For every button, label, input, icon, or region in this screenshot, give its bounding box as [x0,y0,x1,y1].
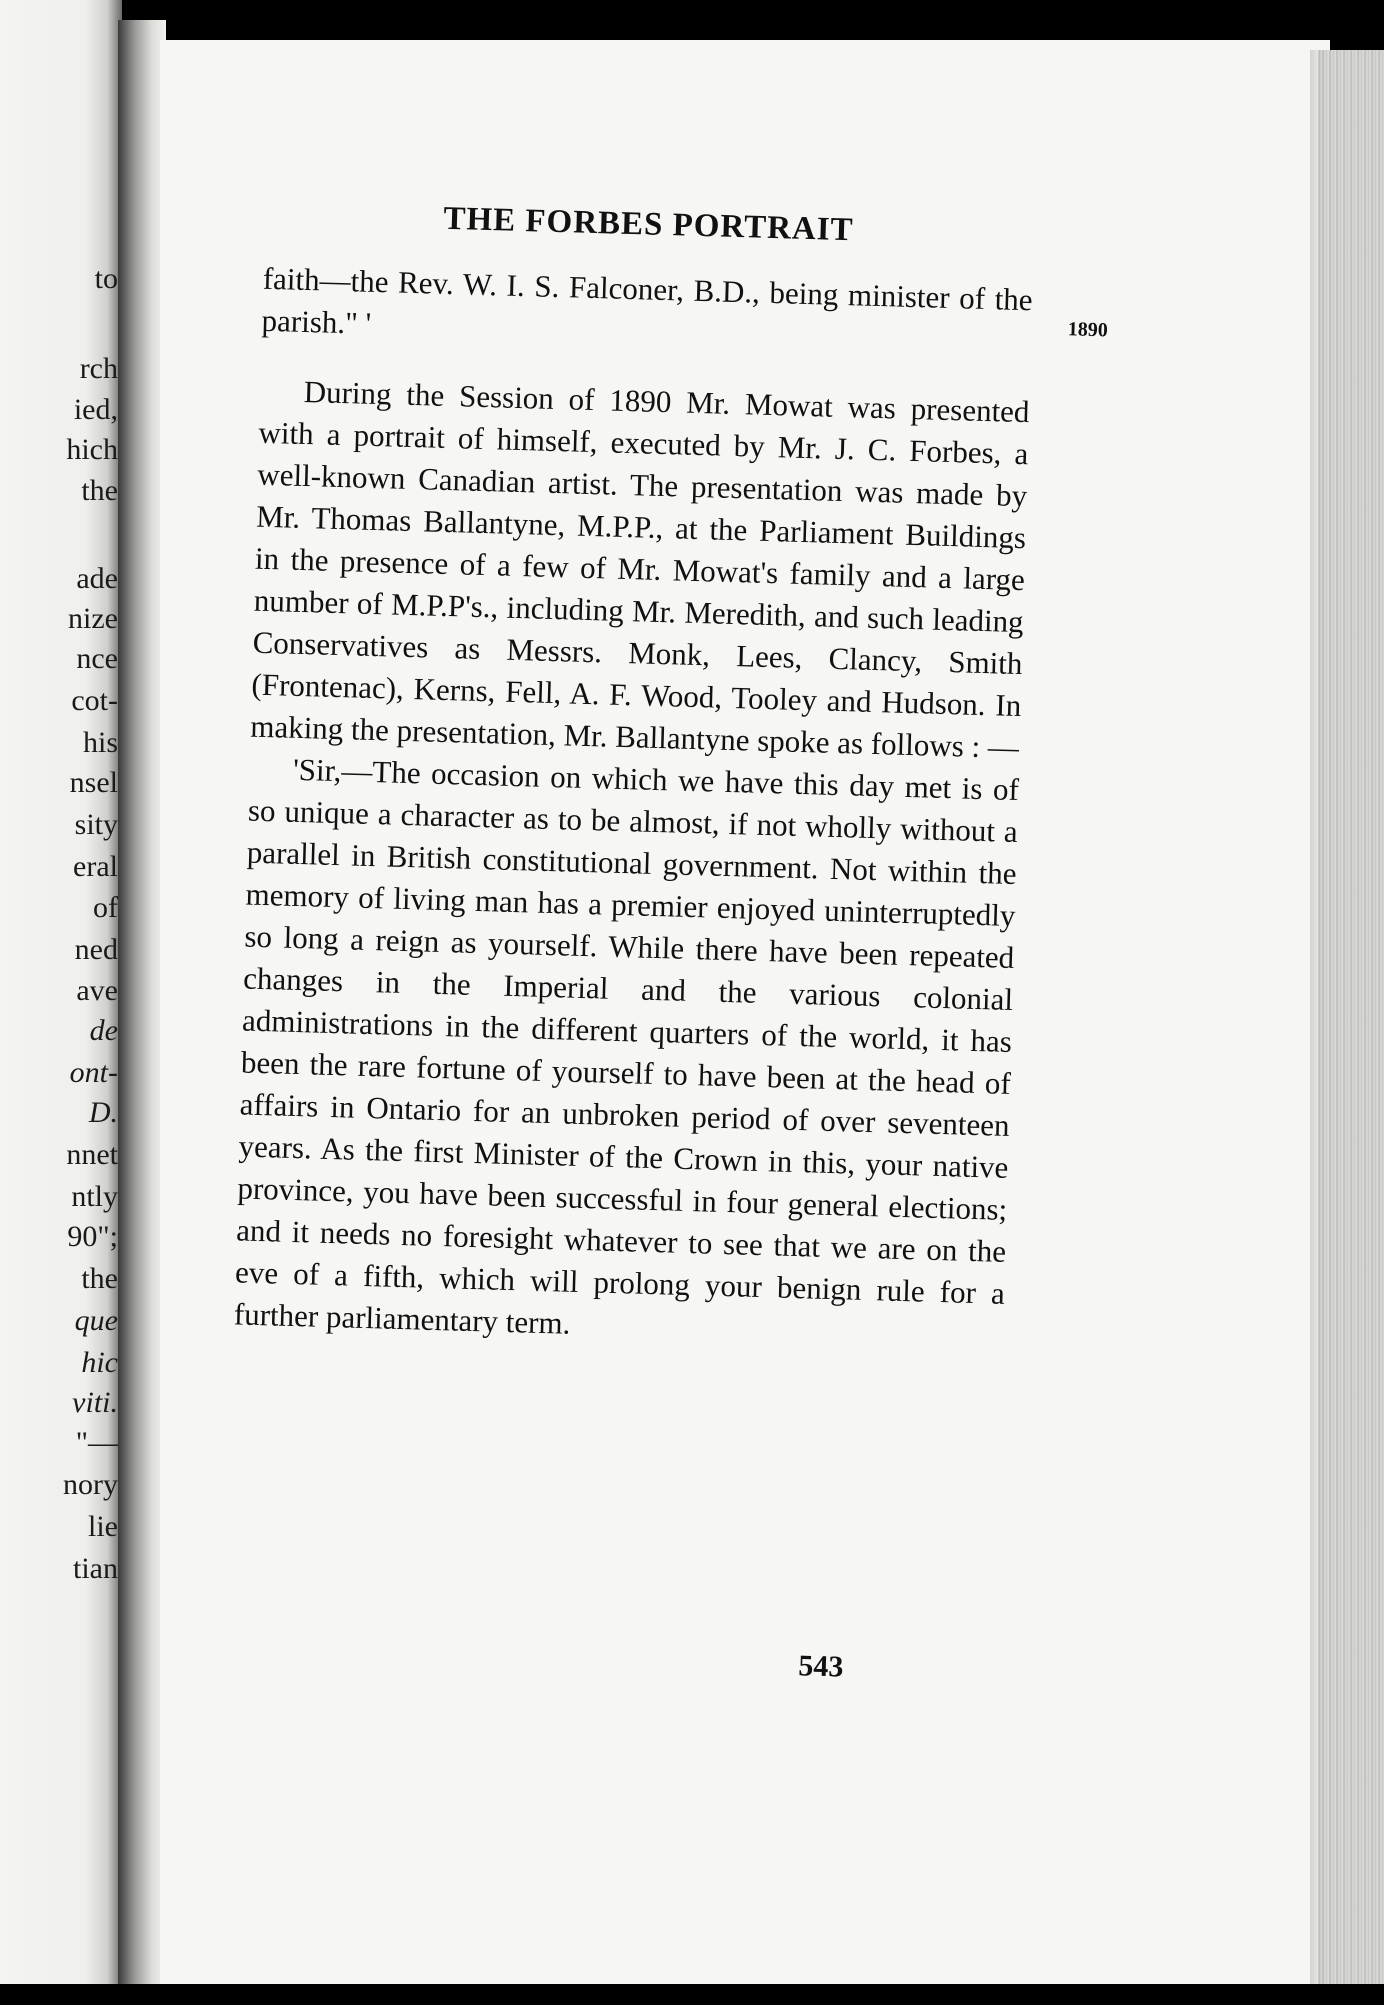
page-number: 543 [797,1649,844,1684]
paragraph-continuation: faith—the Rev. W. I. S. Falconer, B.D., being minister of the parish." ' [261,260,1034,341]
left-page-fragment: his [82,726,118,759]
left-page-fragment: the [81,1262,118,1295]
left-page-fragment: "— [75,1426,118,1459]
left-page-fragment: eral [73,850,118,883]
left-page-fragment: D. [88,1096,118,1129]
left-page-fragment: ied, [73,393,118,426]
body-text [233,258,1033,1357]
left-page-fragment: 90"; [67,1220,118,1253]
left-page-fragment: nce [76,642,118,675]
left-page-fragment: nsel [69,766,118,799]
paragraph-speech: 'Sir,—The occasion on which we have this day met is of so unique a character as to be almost, if not wholly without a parallel in British constitutional government. Not within the memory of living man has a premier enjoyed uninterruptedly so long a reign as yourself. While there have been repeated changes in the Imperial and the various colonial administrations in the different quarters of the world, it has been the rare fortune of yourself to have been at the head of affairs in Ontario for an unbroken period of over seventeen years. As the first Minister of the Crown in this, your native province, you have been successful in four general elections; and it needs no foresight whatever to see that we are on the eve of a fifth, which will prolong your benign rule for a further parliamentary term. [233,751,1020,1341]
left-page-fragment: de [89,1014,118,1047]
left-page-fragment: cot- [71,684,118,717]
left-page-fragment: nory [63,1468,118,1501]
left-page-fragment: nize [68,602,118,635]
left-page-fragment: ave [76,974,118,1007]
left-page-fragment: rch [79,352,118,385]
left-page-fragment: hich [66,433,118,466]
left-page-fragment: nnet [66,1138,118,1171]
margin-year: 1890 [1067,318,1109,342]
left-page-fragment: que [74,1304,118,1337]
left-page-fragment: viti. [72,1386,118,1419]
running-head: THE FORBES PORTRAIT [442,200,855,249]
paragraph-session-1890: During the Session of 1890 Mr. Mowat was presented with a portrait of himself, executed by Mr. J. C. Forbes, a well-known Canadian artist. The presentation was made by Mr. Thomas Ballantyne, M.P.P., at the Parliament Buildings in the presence of a few of Mr. Mowat's family and a large number of M.P.P's., including Mr. Meredith, and such leading Conservatives as Messrs. Monk, Lees, Clancy, Smith (Frontenac), Kerns, Fell, A. F. Wood, Tooley and Hudson. In making the presentation, Mr. Ballantyne spoke as follows : — [249,373,1030,766]
left-page-fragment: of [93,891,118,924]
left-page-fragment: tian [73,1552,118,1585]
left-page-fragment: ade [76,562,118,595]
left-page-fragment: ned [74,933,118,966]
left-page-fragment: to [94,262,118,295]
left-page-fragment: the [81,474,118,507]
left-page-fragment: hic [81,1346,118,1379]
left-page-fragment: ntly [71,1180,118,1213]
left-page-fragment: lie [88,1510,118,1543]
left-page-fragment: ont- [69,1056,118,1089]
left-page-fragment: sity [74,808,118,841]
